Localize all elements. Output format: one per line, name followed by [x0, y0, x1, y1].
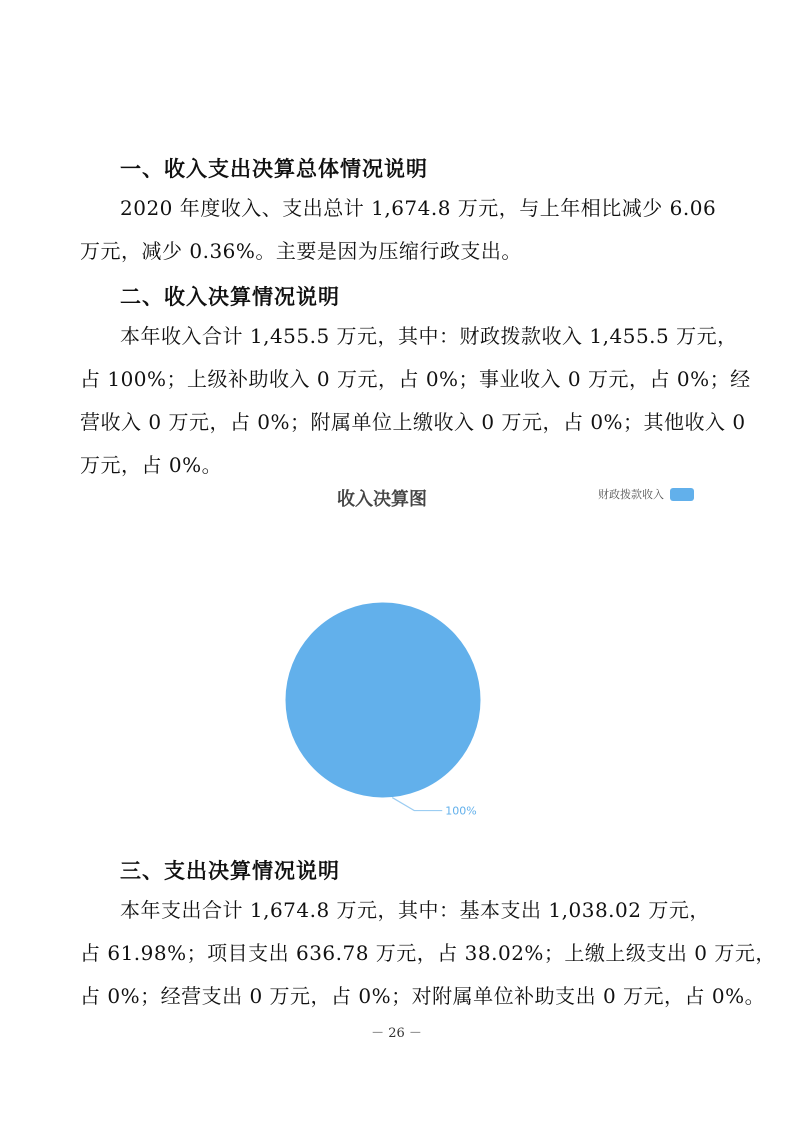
pie-data-label-0: 100% [445, 804, 477, 818]
section1-line-2: 万元，减少 0.36%。主要是因为压缩行政支出。 [80, 239, 522, 263]
section2-heading: 二、收入决算情况说明 [120, 285, 340, 309]
section1-line-1: 2020 年度收入、支出总计 1,674.8 万元，与上年相比减少 6.06 [120, 196, 717, 220]
section3-line-3: 占 0%；经营支出 0 万元，占 0%；对附属单位补助支出 0 万元，占 0%。 [80, 984, 766, 1008]
pie-leader-line-0 [392, 798, 442, 811]
section2-line-1: 本年收入合计 1,455.5 万元，其中：财政拨款收入 1,455.5 万元， [120, 324, 738, 348]
chart-title: 收入决算图 [337, 489, 427, 510]
section3-line-2: 占 61.98%；项目支出 636.78 万元，占 38.02%；上缴上级支出 0 万元， [80, 941, 776, 965]
page-number: － 26 － [371, 1026, 422, 1041]
section1-heading: 一、收入支出决算总体情况说明 [120, 157, 428, 181]
section3-heading: 三、支出决算情况说明 [120, 859, 340, 883]
section2-line-3: 营收入 0 万元，占 0%；附属单位上缴收入 0 万元，占 0%；其他收入 0 [80, 410, 746, 434]
pie-slice-0 [285, 602, 481, 798]
legend-label: 财政拨款收入 [598, 488, 664, 501]
section2-line-4: 万元，占 0%。 [80, 453, 223, 477]
section3-line-1: 本年支出合计 1,674.8 万元，其中：基本支出 1,038.02 万元， [120, 898, 710, 922]
section3-paragraph [80, 889, 776, 1018]
section2-line-2: 占 100%；上级补助收入 0 万元，占 0%；事业收入 0 万元，占 0%；经 [80, 367, 751, 391]
